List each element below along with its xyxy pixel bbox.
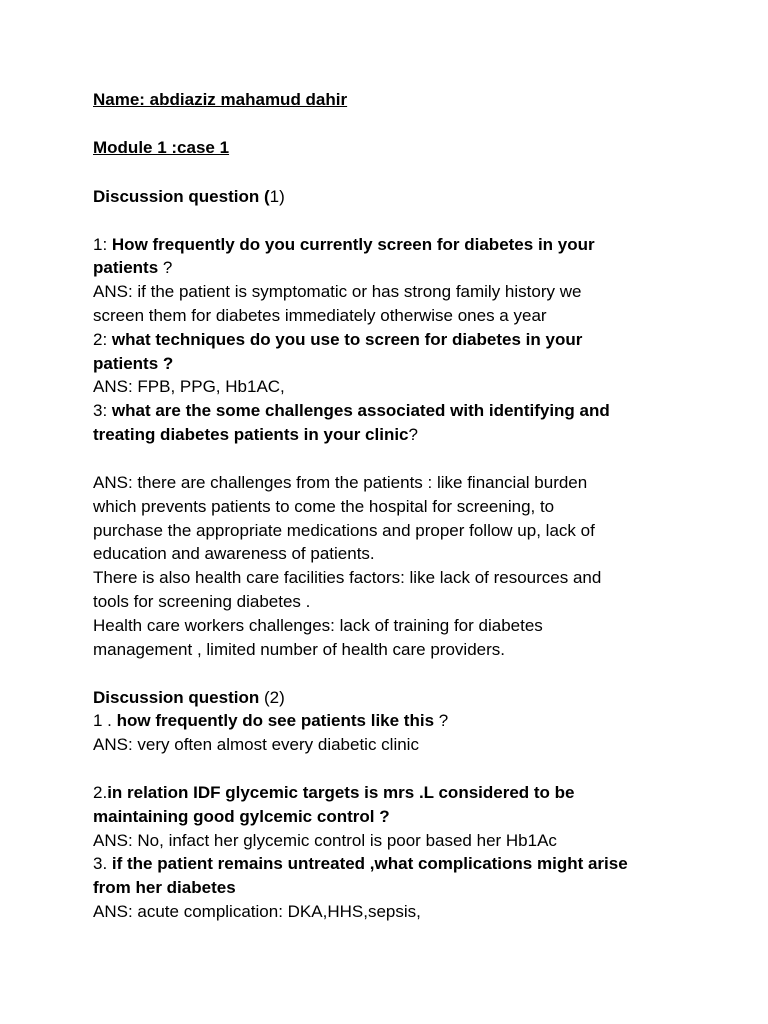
s1-answer-3-line: ANS: there are challenges from the patients : like financial burden xyxy=(93,472,588,492)
s1-answer-3-line: There is also health care facilities factors: like lack of resources and xyxy=(93,568,602,588)
s1-question-2: 2: what techniques do you use to screen for diabetes in your xyxy=(93,329,583,349)
spacer xyxy=(93,160,743,185)
s1-answer-1-cont: screen them for diabetes immediately otherwise ones a year xyxy=(93,305,547,325)
spacer xyxy=(93,447,743,471)
s1-answer-1: ANS: if the patient is symptomatic or has strong family history we xyxy=(93,282,582,302)
s1-answer-3-line: purchase the appropriate medications and proper follow up, lack of xyxy=(93,520,595,540)
s2-question-1: 1 . how frequently do see patients like this ? xyxy=(93,711,449,731)
s1-question-1-cont: patients ? xyxy=(93,258,173,278)
s1-answer-3-line: education and awareness of patients. xyxy=(93,544,375,564)
s1-answer-2: ANS: FPB, PPG, Hb1AC, xyxy=(93,377,285,397)
document-page xyxy=(93,88,743,924)
s2-answer-2: ANS: No, infact her glycemic control is poor based her Hb1Ac xyxy=(93,830,557,850)
s2-answer-1: ANS: very often almost every diabetic clinic xyxy=(93,735,419,755)
section1-heading: Discussion question (1) xyxy=(93,186,285,206)
s1-question-3-cont: treating diabetes patients in your clinic? xyxy=(93,424,418,444)
s2-question-3-cont: from her diabetes xyxy=(93,878,236,898)
s1-question-1: 1: How frequently do you currently screen for diabetes in your xyxy=(93,234,595,254)
spacer xyxy=(93,112,743,137)
author-name: Name: abdiaziz mahamud dahir xyxy=(93,90,348,109)
section2-heading: Discussion question (2) xyxy=(93,687,285,707)
s2-question-2: 2.in relation IDF glycemic targets is mrs .L considered to be xyxy=(93,783,575,803)
s2-question-2-cont: maintaining good gylcemic control ? xyxy=(93,806,390,826)
s1-answer-3-line: management , limited number of health care providers. xyxy=(93,639,505,659)
s1-answer-3-line: which prevents patients to come the hospital for screening, to xyxy=(93,496,555,516)
s2-question-3: 3. if the patient remains untreated ,what complications might arise xyxy=(93,854,628,874)
module-title: Module 1 :case 1 xyxy=(93,138,230,158)
s1-answer-3-line: tools for screening diabetes . xyxy=(93,591,311,611)
s1-question-3: 3: what are the some challenges associated with identifying and xyxy=(93,401,610,421)
spacer xyxy=(93,661,743,685)
spacer xyxy=(93,757,743,781)
s1-question-2-cont: patients ? xyxy=(93,353,174,373)
s2-answer-3: ANS: acute complication: DKA,HHS,sepsis, xyxy=(93,902,421,922)
spacer xyxy=(93,208,743,232)
s1-answer-3-line: Health care workers challenges: lack of training for diabetes xyxy=(93,615,543,635)
